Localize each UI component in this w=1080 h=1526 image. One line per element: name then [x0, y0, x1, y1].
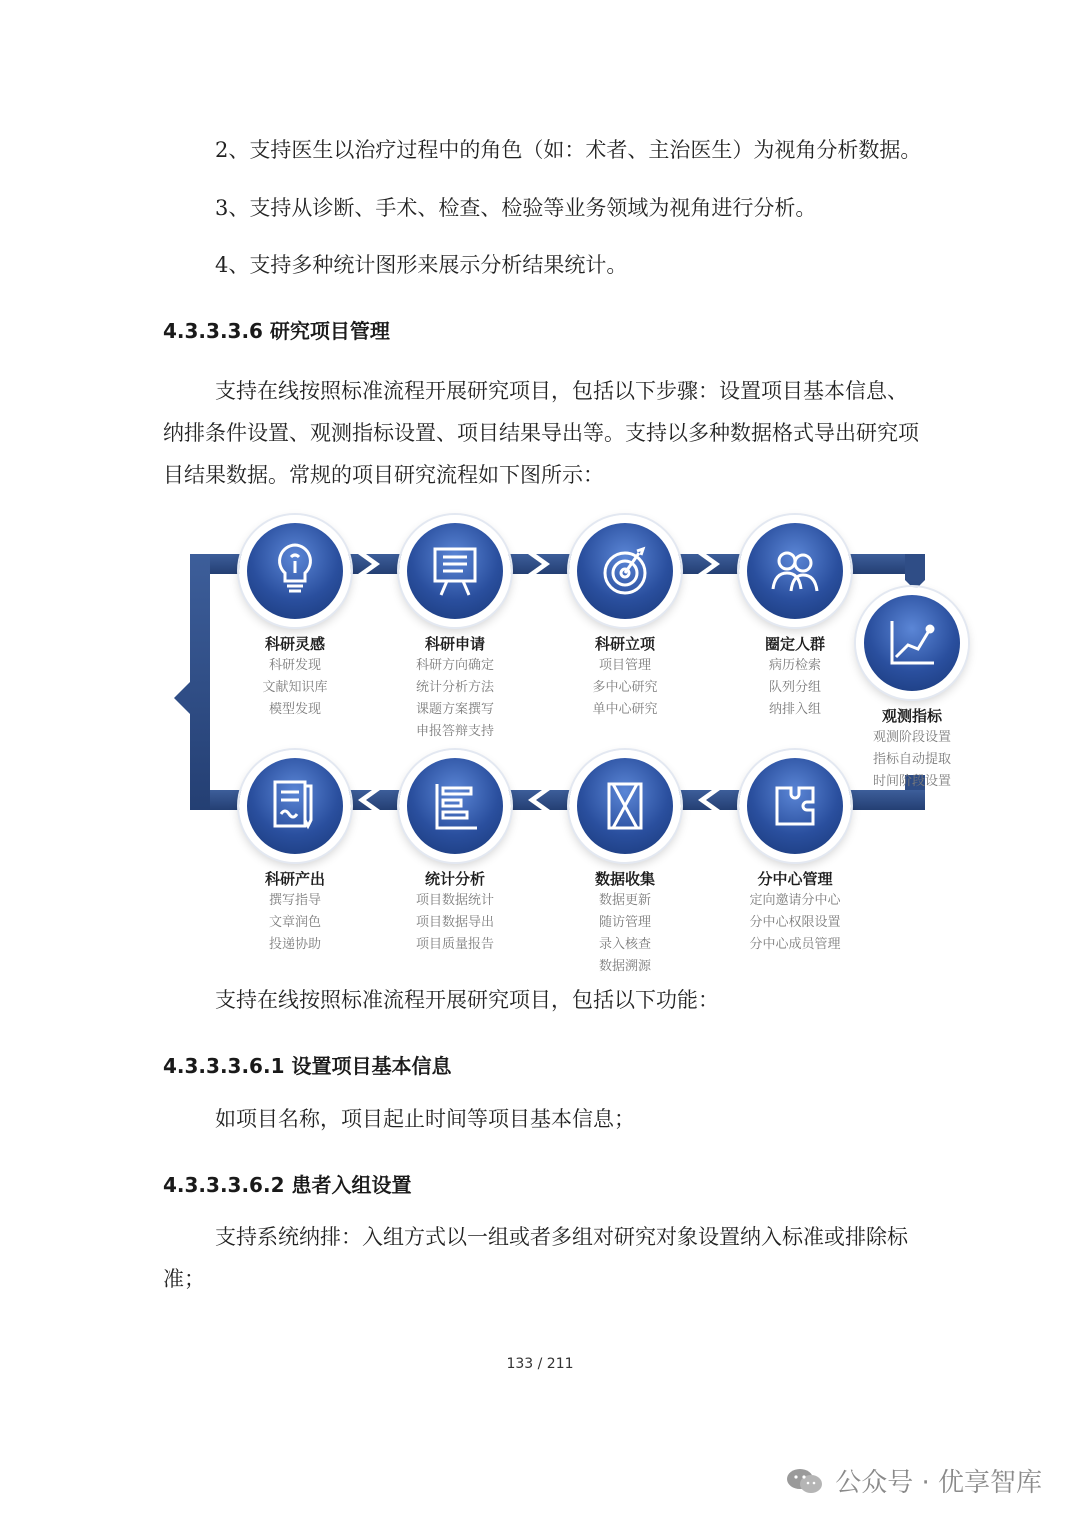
hourglass-icon: [569, 750, 681, 862]
flow-node-title: 观测指标: [881, 707, 942, 725]
target-icon: [569, 515, 681, 627]
section-heading-enrollment: 4.3.3.3.6.2 患者入组设置: [163, 1173, 412, 1197]
watermark-text: 公众号 · 优享智库: [835, 1468, 1042, 1498]
paragraph-chart-display: 4、支持多种统计图形来展示分析结果统计。: [215, 253, 628, 277]
research-flow-diagram: [170, 510, 970, 980]
watermark: [785, 1462, 1042, 1499]
puzzle-icon: [739, 750, 851, 862]
flow-node-title: 统计分析: [424, 870, 485, 888]
flow-node-approval: [540, 515, 710, 721]
wechat-icon: [785, 1466, 825, 1496]
flow-node-application: [370, 515, 540, 743]
flow-node-item: 数据溯源: [598, 959, 651, 974]
line-chart-icon: [856, 587, 968, 699]
flow-node-inspiration: [210, 515, 380, 721]
flow-node-title: 科研灵感: [264, 635, 325, 653]
page-number: 133 / 211: [506, 1356, 574, 1372]
flow-node-item: 模型发现: [268, 702, 321, 717]
lightbulb-icon: [239, 515, 351, 627]
flow-node-title: 科研申请: [424, 635, 485, 653]
flow-node-item: 文章润色: [268, 915, 321, 930]
flow-node-item: 观测阶段设置: [872, 730, 951, 745]
document-pen-icon: [239, 750, 351, 862]
presentation-board-icon: [399, 515, 511, 627]
flow-node-item: 指标自动提取: [872, 752, 951, 767]
flow-node-statistics: [370, 750, 540, 956]
flow-node-item: 申报答辩支持: [415, 724, 494, 739]
paragraph-functions-intro: 支持在线按照标准流程开展研究项目，包括以下功能：: [215, 988, 719, 1012]
section-heading-research-project: 4.3.3.3.6 研究项目管理: [163, 319, 390, 343]
flow-node-item: 录入核查: [598, 937, 651, 952]
paragraph-research-intro: 支持在线按照标准流程开展研究项目，包括以下步骤：设置项目基本信息、纳排条件设置、观测指标设置、项目结果导出等。支持以多种数据格式导出研究项目结果数据。常规的项目研究流程如下图所示：: [163, 379, 919, 487]
section-heading-basic-info: 4.3.3.3.6.1 设置项目基本信息: [163, 1054, 452, 1078]
flow-node-item: 病历检索: [768, 658, 821, 673]
paragraph-role-analysis: 2、支持医生以治疗过程中的角色（如：术者、主治医生）为视角分析数据。: [215, 138, 922, 162]
flow-node-subcenter: [710, 750, 880, 956]
flow-node-item: 课题方案撰写: [415, 702, 494, 717]
flow-node-title: 科研产出: [264, 870, 325, 888]
flow-node-output: [210, 750, 380, 956]
flow-node-item: 统计分析方法: [415, 680, 494, 695]
flow-node-title: 数据收集: [594, 870, 655, 888]
flow-node-item: 时间阶段设置: [872, 774, 951, 789]
flow-node-item: 投递协助: [268, 937, 321, 952]
flow-node-item: 项目管理: [598, 658, 651, 673]
paragraph-domain-analysis: 3、支持从诊断、手术、检查、检验等业务领域为视角进行分析。: [215, 196, 817, 220]
flow-node-item: 单中心研究: [592, 702, 658, 717]
paragraph-enrollment: 支持系统纳排：入组方式以一组或者多组对研究对象设置纳入标准或排除标准；: [163, 1225, 908, 1291]
flow-node-item: 分中心权限设置: [749, 915, 841, 930]
flow-node-item: 科研方向确定: [415, 658, 494, 673]
bar-list-icon: [399, 750, 511, 862]
flow-node-item: 分中心成员管理: [749, 937, 841, 952]
flow-node-item: 科研发现: [268, 658, 321, 673]
flow-node-item: 撰写指导: [268, 893, 321, 908]
flow-node-item: 多中心研究: [592, 680, 658, 695]
flow-node-item: 项目数据导出: [415, 915, 494, 930]
flow-node-item: 项目数据统计: [415, 893, 494, 908]
flow-node-data-collection: [540, 750, 710, 978]
flow-node-item: 纳排入组: [768, 702, 821, 717]
flow-node-title: 圈定人群: [764, 635, 825, 653]
flow-node-title: 分中心管理: [757, 870, 833, 888]
flow-node-item: 定向邀请分中心: [749, 893, 841, 908]
flow-node-item: 文献知识库: [262, 680, 328, 695]
flow-node-item: 项目质量报告: [415, 937, 494, 952]
flow-node-title: 科研立项: [594, 635, 655, 653]
flow-node-item: 随访管理: [598, 915, 651, 930]
flow-node-item: 队列分组: [768, 680, 821, 695]
flow-node-item: 数据更新: [598, 893, 651, 908]
paragraph-basic-info: 如项目名称，项目起止时间等项目基本信息；: [215, 1107, 635, 1131]
